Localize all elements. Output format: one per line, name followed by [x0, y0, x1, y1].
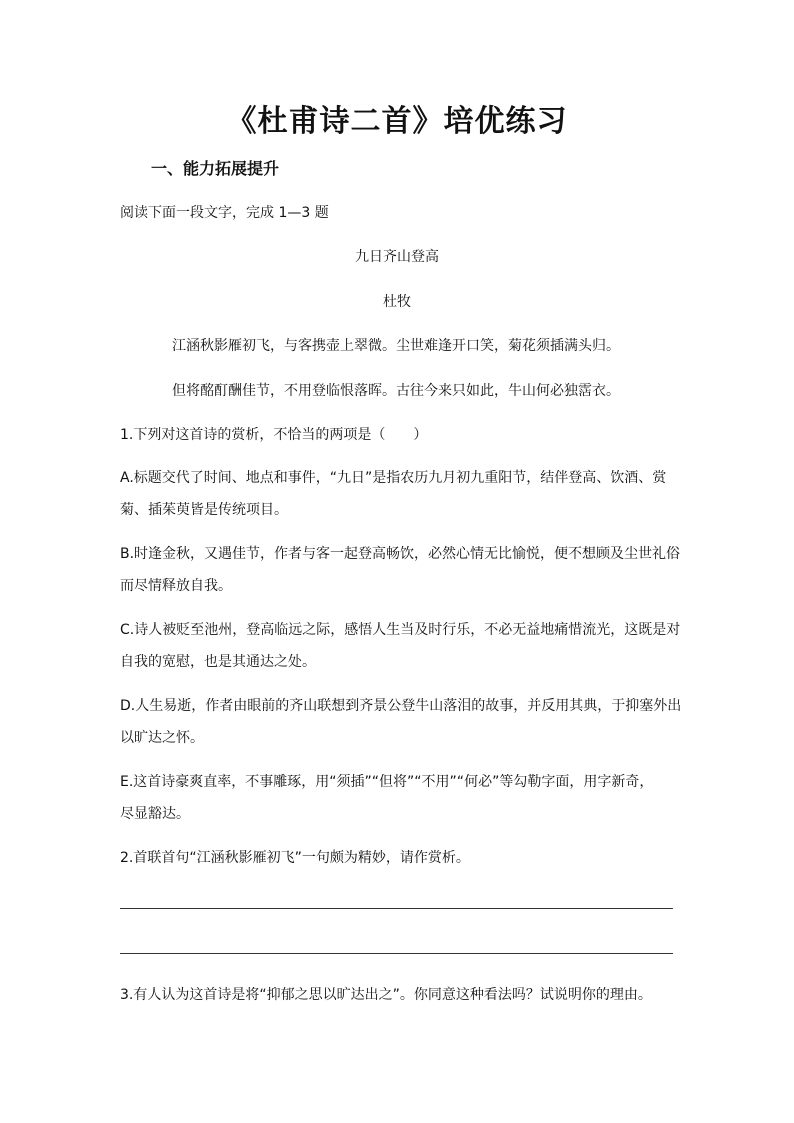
question-1-stem: 1.下列对这首诗的赏析，不恰当的两项是（ ） — [120, 427, 428, 443]
question-3-stem: 3.有人认为这首诗是将“抑郁之思以旷达出之”。你同意这种看法吗？试说明你的理由。 — [120, 987, 652, 1003]
poem-line-1: 江涵秋影雁初飞，与客携壶上翠微。尘世难逢开口笑，菊花须插满头归。 — [172, 338, 620, 354]
option-a-line-2: 菊、插茱萸皆是传统项目。 — [120, 502, 288, 518]
reading-instruction: 阅读下面一段文字，完成 1—3 题 — [120, 205, 329, 221]
option-b-line-2: 而尽情释放自我。 — [120, 578, 232, 594]
question-2-stem: 2.首联首句“江涵秋影雁初飞”一句颇为精妙，请作赏析。 — [120, 850, 470, 866]
section-heading: 一、能力拓展提升 — [151, 159, 280, 178]
option-e-line-2: 尽显豁达。 — [120, 806, 190, 822]
option-e-line-1: E.这首诗豪爽直率，不事雕琢，用“须插”“但将”“不用”“何必”等勾勒字面，用字新奇， — [120, 774, 654, 790]
poem-title: 九日齐山登高 — [355, 249, 439, 265]
poem-author: 杜牧 — [383, 294, 411, 310]
poem-line-2: 但将酩酊酬佳节，不用登临恨落晖。古往今来只如此，牛山何必独霑衣。 — [172, 383, 620, 399]
option-d-line-2: 以旷达之怀。 — [120, 730, 204, 746]
option-d-line-1: D.人生易逝，作者由眼前的齐山联想到齐景公登牛山落泪的故事，并反用其典，于抑塞外出 — [120, 698, 682, 714]
page-title: 《杜甫诗二首》培优练习 — [226, 104, 568, 139]
answer-line-1[interactable] — [120, 908, 673, 909]
option-b-line-1: B.时逢金秋，又遇佳节，作者与客一起登高畅饮，必然心情无比愉悦，便不想顾及尘世礼俗 — [120, 546, 681, 562]
option-c-line-1: C.诗人被贬至池州，登高临远之际，感悟人生当及时行乐，不必无益地痛惜流光，这既是对 — [120, 622, 681, 638]
option-a-line-1: A.标题交代了时间、地点和事件，“九日”是指农历九月初九重阳节，结伴登高、饮酒、赏 — [120, 470, 667, 486]
answer-line-2[interactable] — [120, 953, 673, 954]
option-c-line-2: 自我的宽慰，也是其通达之处。 — [120, 654, 316, 670]
